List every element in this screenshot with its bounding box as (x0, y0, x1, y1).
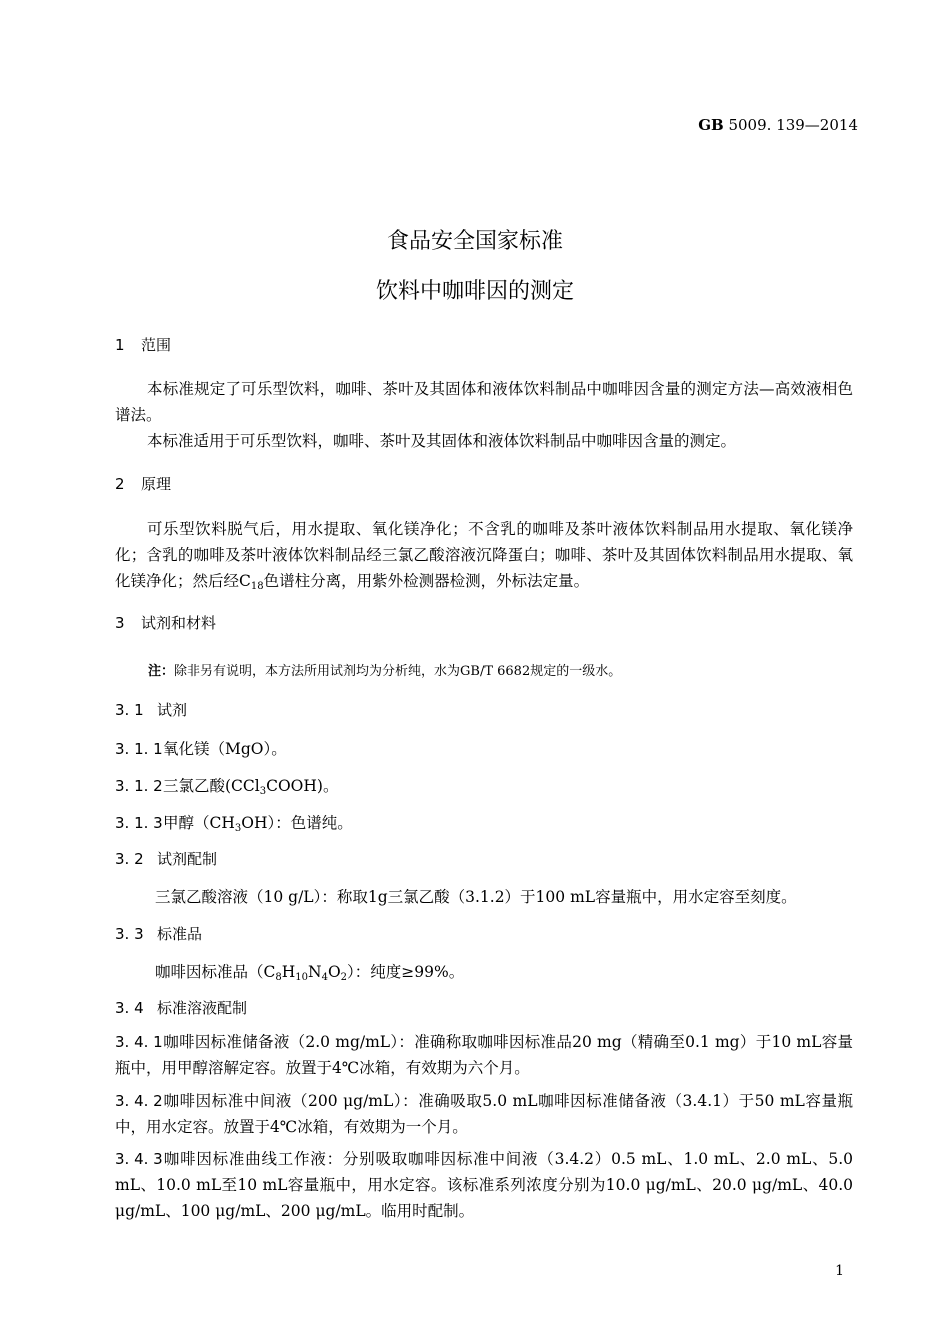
section-number: 3. 4 (115, 999, 144, 1017)
section-3-1-heading (115, 699, 187, 720)
item-3-4-1 (115, 1029, 853, 1081)
item-3-1-1 (115, 737, 287, 759)
item-number: 3. 1. 1 (115, 740, 163, 758)
section-1-paragraph-1: 本标准规定了可乐型饮料，咖啡、茶叶及其固体和液体饮料制品中咖啡因含量的测定方法—高效液相色谱法。 (115, 380, 853, 424)
standard-substance-text (155, 960, 464, 982)
principle-text-b: 色谱柱分离，用紫外检测器检测，外标法定量。 (263, 572, 590, 590)
section-title: 标准溶液配制 (157, 999, 248, 1017)
section-3-2-heading (115, 848, 217, 869)
section-1-paragraph-2: 本标准适用于可乐型饮料，咖啡、茶叶及其固体和液体饮料制品中咖啡因含量的测定。 (147, 432, 737, 450)
item-number: 3. 4. 2 (115, 1092, 163, 1110)
note-label: 注： (148, 664, 175, 679)
item-text: 咖啡因标准曲线工作液：分别吸取咖啡因标准中间液（3.4.2）0.5 mL、1.0 mL、2.0 mL、5.0 mL、10.0 mL至10 mL容量瓶中，用水定容。该标准系列浓度分别为10.0 μg/mL、20.0 μg/mL、40.0 μg/mL、100 μg/mL、200 μg/mL。临用时配制。 (115, 1150, 853, 1220)
section-number: 3. 1 (115, 701, 144, 719)
formula-part: 咖啡因标准品（C (155, 963, 276, 981)
section-1-heading (115, 334, 171, 355)
subscript: 18 (250, 581, 264, 592)
section-number: 3. 2 (115, 850, 144, 868)
item-text: 氧化镁（MgO）。 (163, 740, 287, 758)
item-number: 3. 4. 1 (115, 1033, 163, 1051)
section-2-heading (115, 473, 171, 494)
formula-part: N (308, 963, 322, 981)
section-2-paragraph (115, 516, 853, 594)
standard-title: 食品安全国家标准 (386, 229, 563, 254)
section-title: 原理 (141, 475, 172, 493)
item-3-4-3 (115, 1146, 853, 1224)
section-title: 试剂配制 (157, 850, 218, 868)
section-title: 范围 (141, 336, 172, 354)
item-number: 3. 1. 3 (115, 814, 163, 832)
item-text: 咖啡因标准储备液（2.0 mg/mL）：准确称取咖啡因标准品20 mg（精确至0.1 mg）于10 mL容量瓶中，用甲醇溶解定容。放置于4℃冰箱，有效期为六个月。 (115, 1033, 853, 1077)
item-3-1-3 (115, 811, 353, 833)
formula-part: O (327, 963, 341, 981)
code-prefix: GB (698, 116, 724, 134)
item-text-a: 三氯乙酸(CCl (163, 777, 260, 795)
note (148, 660, 621, 679)
page-number: 1 (835, 1263, 844, 1279)
note-text: 除非另有说明，本方法所用试剂均为分析纯，水为GB/T 6682规定的一级水。 (174, 664, 622, 679)
subscript: 2 (340, 972, 348, 983)
subscript: 10 (295, 972, 309, 983)
section-3-heading (115, 612, 216, 633)
item-3-1-2 (115, 774, 338, 796)
item-3-4-2 (115, 1088, 853, 1140)
document-title: 饮料中咖啡因的测定 (375, 279, 574, 304)
section-number: 2 (115, 475, 125, 493)
reagent-preparation-text: 三氯乙酸溶液（10 g/L）：称取1g三氯乙酸（3.1.2）于100 mL容量瓶中，用水定容至刻度。 (155, 888, 797, 906)
item-number: 3. 1. 2 (115, 777, 163, 795)
section-3-3-heading (115, 923, 202, 944)
subscript: 3 (259, 786, 267, 797)
item-text-b: COOH)。 (266, 777, 339, 795)
section-3-4-heading (115, 997, 247, 1018)
formula-part: ）：纯度≥99%。 (347, 963, 465, 981)
formula-part: H (281, 963, 296, 981)
subscript: 3 (234, 823, 242, 834)
principle-text-a: 可乐型饮料脱气后，用水提取、氧化镁净化；不含乳的咖啡及茶叶液体饮料制品用水提取、氧化镁净化；含乳的咖啡及茶叶液体饮料制品经三氯乙酸溶液沉降蛋白；咖啡、茶叶及其固体饮料制品用水提取、氧化镁净化；然后经C (115, 520, 853, 590)
section-number: 3 (115, 614, 125, 632)
section-number: 3. 3 (115, 925, 144, 943)
code-number: 5009. 139—2014 (723, 116, 858, 134)
item-number: 3. 4. 3 (115, 1150, 163, 1168)
item-text: 咖啡因标准中间液（200 μg/mL）：准确吸取5.0 mL咖啡因标准储备液（3.4.1）于50 mL容量瓶中，用水定容。放置于4℃冰箱，有效期为一个月。 (115, 1092, 853, 1136)
section-title: 试剂和材料 (141, 614, 217, 632)
section-number: 1 (115, 336, 125, 354)
subscript: 8 (275, 972, 282, 983)
item-text-b: OH）：色谱纯。 (241, 814, 353, 832)
section-title: 标准品 (157, 925, 203, 943)
item-text-a: 甲醇（CH (163, 814, 235, 832)
section-title: 试剂 (157, 701, 188, 719)
document-code (698, 116, 858, 134)
subscript: 4 (321, 972, 328, 983)
